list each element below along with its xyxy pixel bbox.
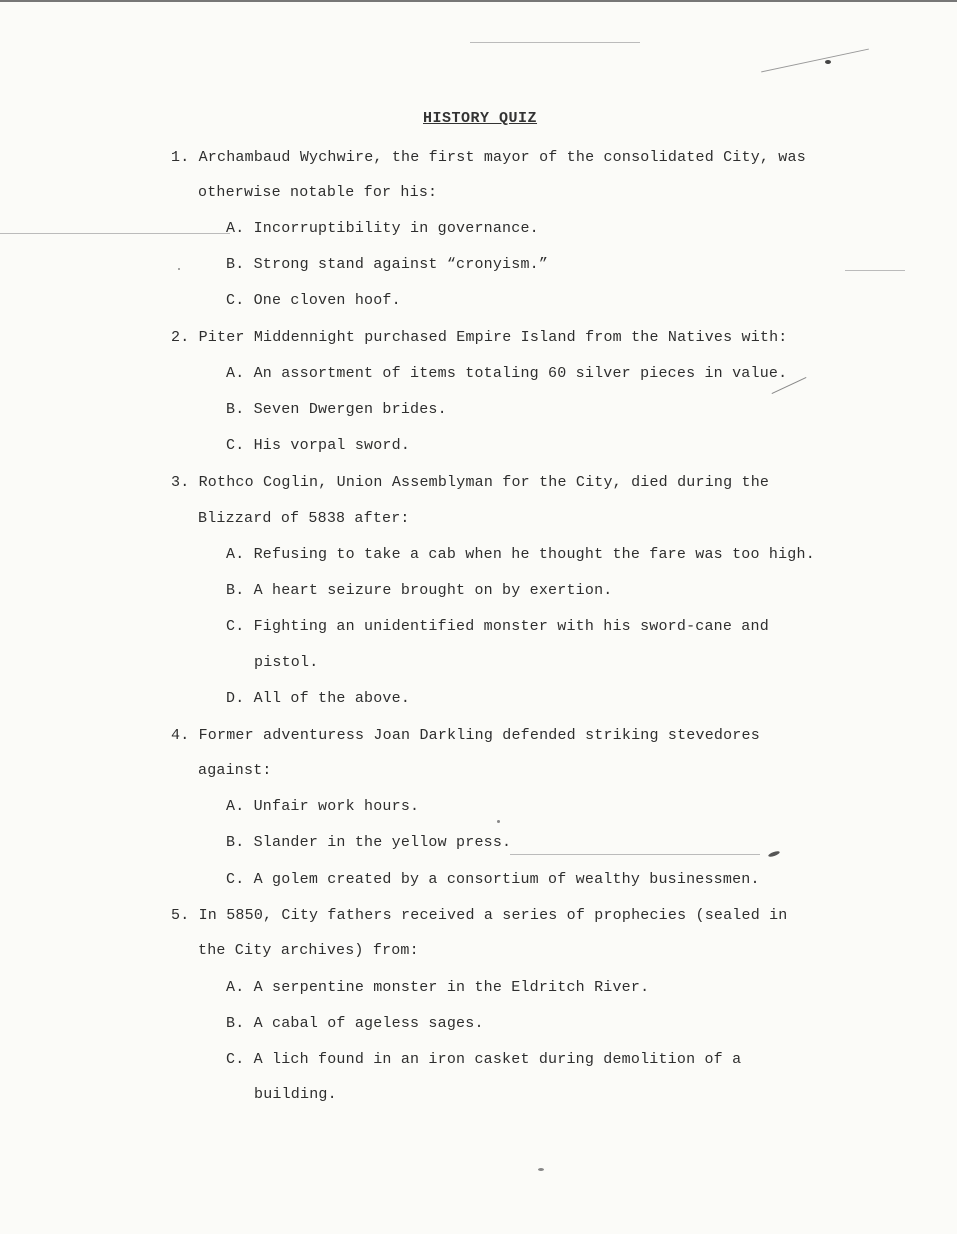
scan-smudge [470, 42, 640, 43]
question-text-continued: the City archives) from: [198, 942, 419, 959]
question-text: Former adventuress Joan Darkling defended striking stevedores [198, 727, 760, 744]
question-text: Archambaud Wychwire, the first mayor of the consolidated City, was [198, 149, 806, 166]
answer-label: C. [226, 437, 245, 454]
answer-label: C. [226, 1051, 245, 1068]
answer-option [226, 1015, 484, 1032]
answer-text: Seven Dwergen brides. [253, 401, 447, 418]
answer-text: Fighting an unidentified monster with his sword-cane and [253, 618, 769, 635]
answer-text: Slander in the yellow press. [253, 834, 512, 851]
scan-speck [768, 850, 781, 858]
answer-label: B. [226, 401, 245, 418]
question-number: 5. [171, 907, 190, 924]
answer-option [226, 220, 539, 237]
answer-option [226, 979, 649, 996]
question-number: 1. [171, 149, 190, 166]
scan-speck [497, 820, 500, 823]
answer-label: C. [226, 292, 245, 309]
answer-text: A heart seizure brought on by exertion. [253, 582, 613, 599]
answer-text: A cabal of ageless sages. [253, 1015, 484, 1032]
answer-option [226, 834, 511, 851]
question-text: In 5850, City fathers received a series of prophecies (sealed in [198, 907, 788, 924]
answer-option [226, 437, 410, 454]
answer-text: Refusing to take a cab when he thought the fare was too high. [253, 546, 815, 563]
answer-option [226, 871, 760, 888]
answer-option [226, 690, 410, 707]
answer-option [226, 582, 612, 599]
question-2 [171, 329, 788, 346]
question-text-continued: Blizzard of 5838 after: [198, 510, 410, 527]
question-text-continued: against: [198, 762, 272, 779]
answer-label: B. [226, 256, 245, 273]
scan-smudge [510, 854, 760, 855]
answer-option [226, 292, 401, 309]
scan-speck [538, 1168, 544, 1171]
answer-text: An assortment of items totaling 60 silver pieces in value. [253, 365, 788, 382]
answer-option [226, 798, 419, 815]
answer-text: A golem created by a consortium of wealthy businessmen. [253, 871, 760, 888]
question-text: Rothco Coglin, Union Assemblyman for the City, died during the [198, 474, 770, 491]
answer-text-continued: pistol. [254, 654, 319, 671]
answer-label: C. [226, 871, 245, 888]
answer-text: One cloven hoof. [253, 292, 401, 309]
page-title: HISTORY QUIZ [423, 110, 538, 127]
answer-text: A serpentine monster in the Eldritch River. [253, 979, 650, 996]
answer-option [226, 365, 787, 382]
question-number: 3. [171, 474, 190, 491]
answer-text: A lich found in an iron casket during demolition of a [253, 1051, 742, 1068]
answer-option [226, 618, 769, 635]
scan-speck [178, 268, 180, 270]
answer-label: A. [226, 546, 245, 563]
answer-option [226, 401, 447, 418]
answer-text-continued: building. [254, 1086, 337, 1103]
answer-label: B. [226, 582, 245, 599]
answer-label: A. [226, 979, 245, 996]
question-5 [171, 907, 788, 924]
answer-option [226, 546, 815, 563]
answer-text: Unfair work hours. [253, 798, 420, 815]
question-number: 4. [171, 727, 190, 744]
answer-label: D. [226, 690, 245, 707]
answer-label: A. [226, 798, 245, 815]
question-text-continued: otherwise notable for his: [198, 184, 438, 201]
question-text: Piter Middennight purchased Empire Island from the Natives with: [198, 329, 788, 346]
question-number: 2. [171, 329, 190, 346]
answer-text: His vorpal sword. [253, 437, 411, 454]
answer-text: Incorruptibility in governance. [253, 220, 539, 237]
scan-smudge [0, 233, 230, 234]
scan-speck [825, 60, 831, 64]
answer-label: C. [226, 618, 245, 635]
scan-smudge [845, 270, 905, 271]
scan-edge-line [0, 0, 957, 2]
answer-text: Strong stand against “cronyism.” [253, 256, 549, 273]
question-3 [171, 474, 769, 491]
scan-smudge [761, 49, 869, 73]
answer-label: B. [226, 834, 245, 851]
answer-label: A. [226, 365, 245, 382]
answer-label: A. [226, 220, 245, 237]
question-4 [171, 727, 760, 744]
question-1 [171, 149, 806, 166]
answer-option [226, 256, 548, 273]
answer-label: B. [226, 1015, 245, 1032]
answer-option [226, 1051, 741, 1068]
answer-text: All of the above. [253, 690, 411, 707]
